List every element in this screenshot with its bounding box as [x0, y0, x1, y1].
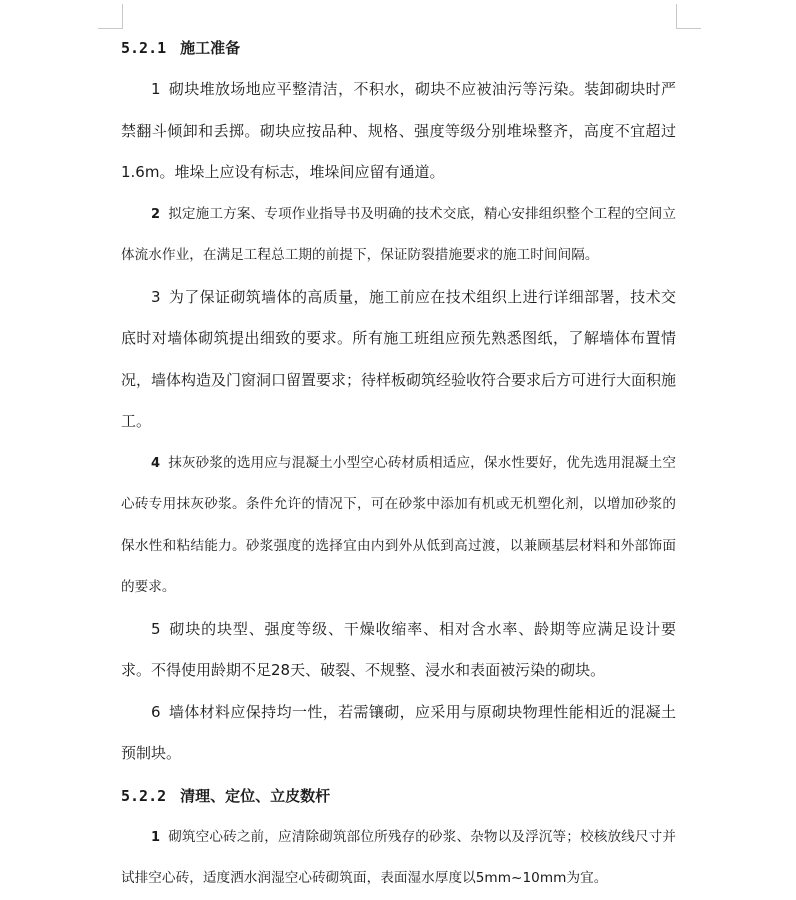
- paragraph-number: 1: [151, 829, 161, 845]
- section-heading: [121, 27, 676, 69]
- paragraph: [121, 692, 676, 775]
- paragraph: [121, 277, 676, 443]
- paragraph-number: 1: [151, 80, 161, 98]
- page-corner-mark-top-left: [98, 4, 123, 29]
- paragraph-text: 砌块的块型、强度等级、干燥收缩率、相对含水率、龄期等应满足设计要求。不得使用龄期不足28天、破裂、不规整、浸水和表面被污染的砌块。: [121, 619, 676, 679]
- paragraph: [121, 817, 676, 900]
- section-title: 清理、定位、立皮数杆: [180, 786, 331, 805]
- page-corner-mark-top-right: [676, 4, 701, 29]
- paragraph-number: 2: [151, 206, 161, 222]
- paragraph-text: 抹灰砂浆的选用应与混凝土小型空心砖材质相适应，保水性要好，优先选用混凝土空心砖专用抹灰砂浆。条件允许的情况下，可在砂浆中添加有机或无机塑化剂，以增加砂浆的保水性和粘结能力。砂浆强度的选择宜由内到外从低到高过渡，以兼顾基层材料和外部饰面的要求。: [121, 454, 676, 595]
- paragraph-text: 墙体材料应保持均一性，若需镶砌，应采用与原砌块物理性能相近的混凝土预制块。: [121, 702, 676, 762]
- section-title: 施工准备: [180, 39, 241, 57]
- paragraph-text: 拟定施工方案、专项作业指导书及明确的技术交底，精心安排组织整个工程的空间立体流水作业，在满足工程总工期的前提下，保证防裂措施要求的施工时间间隔。: [121, 205, 676, 263]
- paragraph: [121, 443, 676, 609]
- paragraph-text: 砌块堆放场地应平整清洁，不积水，砌块不应被油污等污染。装卸砌块时严禁翻斗倾卸和丢掷。砌块应按品种、规格、强度等级分别堆垛整齐，高度不宜超过1.6m。堆垛上应设有标志，堆垛间应留有通道。: [121, 80, 676, 181]
- section-number: 5.2.1: [121, 39, 167, 57]
- section-heading: [121, 775, 676, 817]
- paragraph-number: 5: [151, 619, 161, 638]
- paragraph-text: 为了保证砌筑墙体的高质量，施工前应在技术组织上进行详细部署，技术交底时对墙体砌筑提出细致的要求。所有施工班组应预先熟悉图纸，了解墙体布置情况，墙体构造及门窗洞口留置要求；待样板砌筑经验收符合要求后方可进行大面积施工。: [121, 287, 677, 430]
- paragraph: [121, 69, 676, 194]
- paragraph-number: 6: [151, 702, 161, 721]
- paragraph-number: 3: [151, 287, 161, 306]
- section-number: 5.2.2: [121, 786, 167, 805]
- paragraph: [121, 194, 676, 277]
- document-page: [121, 27, 676, 900]
- paragraph-text: 砌筑空心砖之前，应清除砌筑部位所残存的砂浆、杂物以及浮沉等；校核放线尺寸并试排空心砖，适度洒水润湿空心砖砌筑面，表面湿水厚度以5mm~10mm为宜。: [121, 828, 676, 886]
- paragraph-number: 4: [151, 455, 161, 471]
- paragraph: [121, 609, 676, 692]
